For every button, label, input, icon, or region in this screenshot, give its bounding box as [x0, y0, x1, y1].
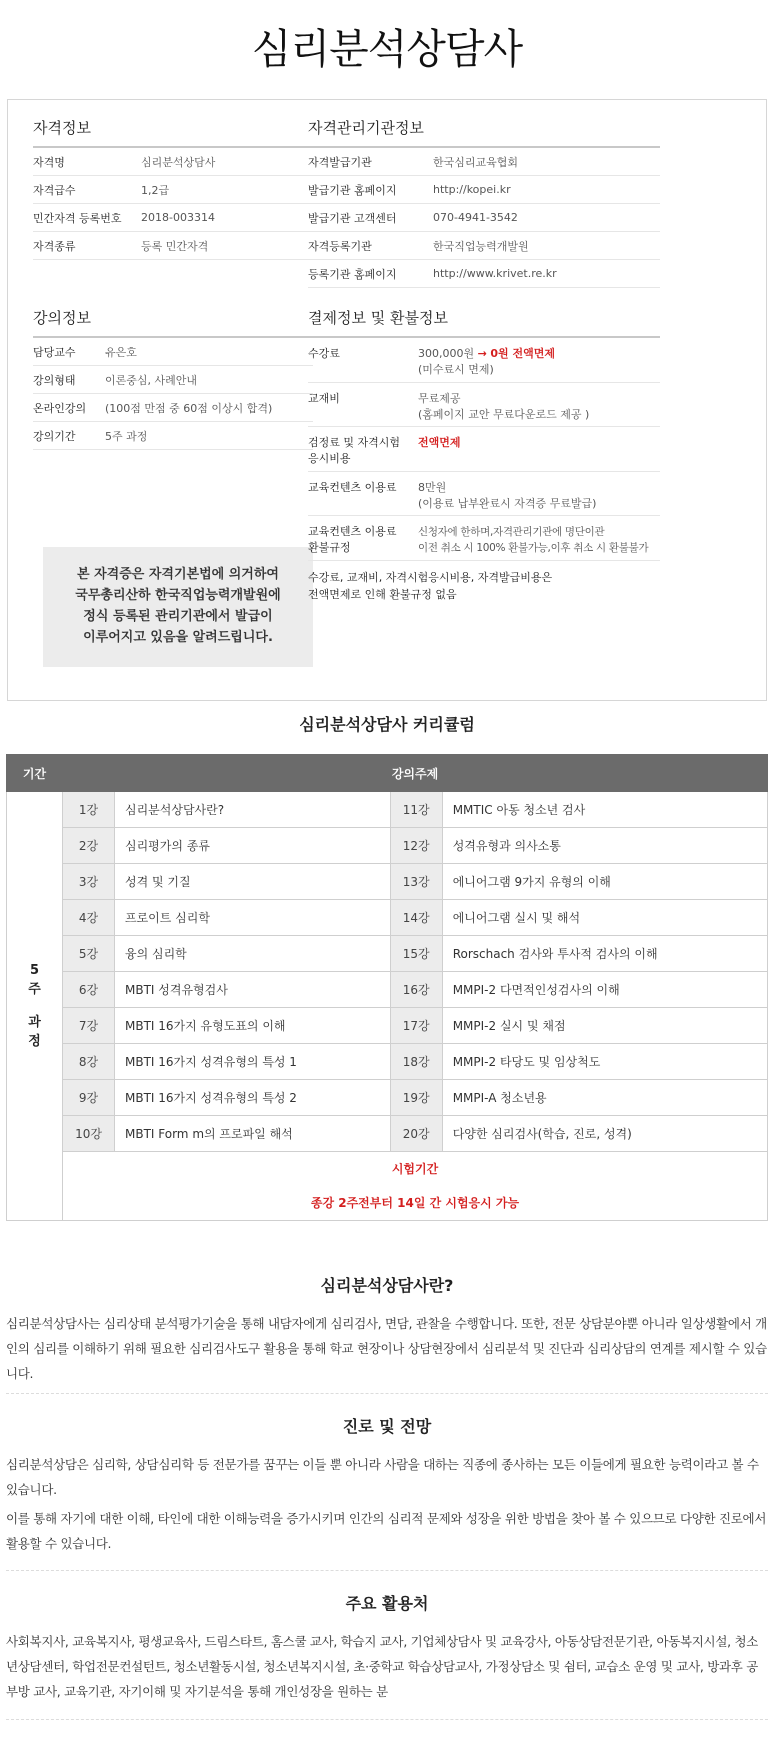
refund-row	[308, 516, 660, 561]
qual-info-row	[33, 176, 313, 204]
textbook-label: 교재비	[308, 392, 340, 405]
agency-info-title: 자격관리기관정보	[308, 117, 660, 148]
content-fee-row	[308, 472, 660, 516]
about-text: 심리분석상담사는 심리상태 분석평가기술을 통해 내담자에게 심리검사, 면담, 관찰을 수행합니다. 또한, 전문 상담분야뿐 아니라 일상생활에서 개인의 심리를 이해하기 위해 필요한 심리검사도구 활용을 통해 학교 현장이나 상담현장에서 심리분석 및 진단과 심리상담의 연계를 제시할 수 있습니다.	[6, 1316, 767, 1381]
lecture-topic: MBTI 16가지 성격유형의 특성 2	[115, 1080, 391, 1116]
fee-original: 300,000원	[418, 347, 475, 360]
content-fee-value: 8만원	[418, 481, 447, 494]
row-label: 발급기관 고객센터	[308, 211, 397, 225]
row-label: 강의형태	[33, 373, 76, 387]
career-text: 심리분석상담은 심리학, 상담심리학 등 전문가를 꿈꾸는 이들 뿐 아니라 사람을 대하는 직종에 종사하는 모든 이들에게 필요한 능력이라고 볼 수 있습니다.	[6, 1457, 759, 1497]
lecture-number: 4강	[63, 900, 115, 936]
career-text: 이를 통해 자기에 대한 이해, 타인에 대한 이해능력을 증가시키며 인간의 심리적 문제와 성장을 위한 방법을 찾아 볼 수 있으므로 다양한 진로에서 활용할 수 있습니다.	[6, 1511, 767, 1551]
payment-title: 결제정보 및 환불정보	[308, 307, 660, 338]
curriculum-table	[6, 754, 768, 1221]
content-fee-note: (이용료 납부완료시 자격증 무료발급)	[418, 497, 597, 510]
period-char: 주	[28, 982, 41, 997]
row-label: 자격종류	[33, 239, 76, 253]
lecture-number: 15강	[390, 936, 442, 972]
lecture-topic: 성격 및 기질	[115, 864, 391, 900]
arrow: →	[477, 347, 487, 360]
payment-section	[308, 307, 660, 603]
exam-text: 종강 2주전부터 14일 간 시험응시 가능	[310, 1196, 520, 1210]
lecture-topic: MMPI-A 청소년용	[442, 1080, 767, 1116]
agency-info-row	[308, 204, 660, 232]
period-char: 과	[28, 1015, 41, 1030]
fee-label: 수강료	[308, 347, 340, 360]
row-value: 5주 과정	[105, 429, 148, 443]
lecture-number: 12강	[390, 828, 442, 864]
qual-info-row	[33, 148, 313, 176]
row-value: 등록 민간자격	[141, 239, 209, 253]
lecture-number: 9강	[63, 1080, 115, 1116]
lecture-info-row	[33, 366, 313, 394]
row-value: (100점 만점 중 60점 이상시 합격)	[105, 401, 273, 415]
textbook-note: (홈페이지 교안 무료다운로드 제공 )	[418, 408, 590, 421]
row-value: 이론중심, 사례안내	[105, 373, 198, 387]
lecture-topic: 에니어그램 9가지 유형의 이해	[442, 864, 767, 900]
exam-row	[7, 1152, 768, 1221]
page-title: 심리분석상담사	[251, 25, 523, 73]
qual-info-row	[33, 204, 313, 232]
period-char: 정	[28, 1034, 41, 1049]
row-value: 유은호	[105, 345, 137, 359]
period-cell	[7, 792, 63, 1221]
lecture-number: 13강	[390, 864, 442, 900]
career-section	[6, 1414, 768, 1556]
notice-line: 정식 등록된 관리기관에서 발급이	[83, 609, 273, 624]
lecture-topic: 프로이트 심리학	[115, 900, 391, 936]
lecture-topic: 성격유형과 의사소통	[442, 828, 767, 864]
lecture-number: 5강	[63, 936, 115, 972]
content-fee-label: 교육컨텐츠 이용료	[308, 481, 397, 494]
exam-cell	[63, 1152, 768, 1221]
textbook-row	[308, 383, 660, 427]
lecture-number: 10강	[63, 1116, 115, 1152]
table-row	[7, 792, 768, 828]
table-row	[7, 1008, 768, 1044]
row-value: 심리분석상담사	[141, 155, 216, 169]
qual-info-title: 자격정보	[33, 117, 313, 148]
row-value: 1,2급	[141, 183, 170, 197]
table-row	[7, 972, 768, 1008]
period-char: 5	[29, 963, 40, 978]
notice-box	[43, 547, 313, 667]
col-topic: 강의주제	[63, 755, 768, 792]
lecture-number: 11강	[390, 792, 442, 828]
exam-fee-row	[308, 427, 660, 472]
table-row	[7, 900, 768, 936]
lecture-info-section	[33, 307, 313, 450]
about-title: 심리분석상담사란?	[320, 1276, 454, 1295]
qual-info-section	[33, 117, 313, 260]
lecture-topic: MBTI 성격유형검사	[115, 972, 391, 1008]
lecture-topic: 심리평가의 종류	[115, 828, 391, 864]
lecture-info-row	[33, 394, 313, 422]
refund-footer-line: 전액면제로 인해 환불규정 없음	[308, 588, 457, 601]
refund-text: 이전 취소 시 100% 환불가능,이후 취소 시 환불불가	[418, 542, 649, 554]
lecture-topic: 심리분석상담사란?	[115, 792, 391, 828]
lecture-number: 2강	[63, 828, 115, 864]
row-label: 등록기관 홈페이지	[308, 267, 397, 281]
fee-row	[308, 338, 660, 383]
lecture-topic: MMPI-2 다면적인성검사의 이해	[442, 972, 767, 1008]
exam-fee-label: 응시비용	[308, 452, 351, 465]
qual-info-row	[33, 232, 313, 260]
table-row	[7, 1044, 768, 1080]
row-value: 2018-003314	[141, 211, 215, 224]
table-row	[7, 864, 768, 900]
lecture-topic: Rorschach 검사와 투사적 검사의 이해	[442, 936, 767, 972]
lecture-info-row	[33, 422, 313, 450]
usage-title: 주요 활용처	[345, 1594, 429, 1613]
lecture-info-row	[33, 338, 313, 366]
lecture-number: 8강	[63, 1044, 115, 1080]
row-label: 자격등록기관	[308, 239, 372, 253]
agency-info-row	[308, 176, 660, 204]
exam-title: 시험기간	[391, 1162, 439, 1176]
career-title: 진로 및 전망	[342, 1417, 432, 1436]
lecture-number: 6강	[63, 972, 115, 1008]
lecture-number: 7강	[63, 1008, 115, 1044]
table-row	[7, 1116, 768, 1152]
lecture-number: 14강	[390, 900, 442, 936]
lecture-number: 17강	[390, 1008, 442, 1044]
row-label: 발급기관 홈페이지	[308, 183, 397, 197]
lecture-topic: 에니어그램 실시 및 해석	[442, 900, 767, 936]
row-label: 자격발급기관	[308, 155, 372, 169]
info-box	[7, 99, 767, 701]
lecture-topic: MMPI-2 타당도 및 임상척도	[442, 1044, 767, 1080]
agency-info-row	[308, 232, 660, 260]
col-period: 기간	[7, 755, 63, 792]
lecture-topic: 다양한 심리검사(학습, 진로, 성격)	[442, 1116, 767, 1152]
usage-text: 사회복지사, 교육복지사, 평생교육사, 드림스타트, 홈스쿨 교사, 학습지 교사, 기업체상담사 및 교육강사, 아동상담전문기관, 아동복지시설, 청소년상담센터, 학업전문컨설턴트, 청소년활동시설, 청소년복지시설, 초·중학교 학습상담교사, 가정상담소 및 쉼터, 교습소 운영 및 교사, 방과후 공부방 교사, 교육기관, 자기이해 및 자기분석을 통해 개인성장을 원하는 분	[6, 1634, 758, 1699]
textbook-value: 무료제공	[418, 392, 461, 405]
notice-line: 이루어지고 있음을 알려드립니다.	[83, 630, 273, 645]
table-row	[7, 936, 768, 972]
lecture-topic: MBTI 16가지 성격유형의 특성 1	[115, 1044, 391, 1080]
agency-info-row	[308, 260, 660, 288]
lecture-number: 1강	[63, 792, 115, 828]
row-label: 자격명	[33, 155, 65, 169]
lecture-topic: 융의 심리학	[115, 936, 391, 972]
agency-info-row	[308, 148, 660, 176]
refund-footer-line: 수강료, 교재비, 자격시험응시비용, 자격발급비용은	[308, 571, 553, 584]
lecture-number: 20강	[390, 1116, 442, 1152]
lecture-number: 3강	[63, 864, 115, 900]
row-label: 온라인강의	[33, 401, 87, 415]
refund-label: 교육컨텐츠 이용료	[308, 525, 397, 538]
refund-footer	[308, 561, 660, 603]
row-value: 한국직업능력개발원	[433, 239, 529, 253]
curriculum-title: 심리분석상담사 커리큘럼	[299, 715, 475, 734]
fee-note: (미수료시 면제)	[418, 363, 494, 376]
row-label: 강의기간	[33, 429, 76, 443]
table-row	[7, 828, 768, 864]
lecture-number: 16강	[390, 972, 442, 1008]
divider	[6, 1393, 768, 1394]
notice-line: 본 자격증은 자격기본법에 의거하여	[77, 567, 279, 582]
lecture-topic: MMTIC 아동 청소년 검사	[442, 792, 767, 828]
row-value: 한국심리교육협회	[433, 155, 519, 169]
lecture-topic: MBTI 16가지 유형도표의 이해	[115, 1008, 391, 1044]
fee-free: 0원 전액면제	[490, 347, 555, 360]
lecture-topic: MMPI-2 실시 및 채점	[442, 1008, 767, 1044]
table-row	[7, 1080, 768, 1116]
divider	[6, 1719, 768, 1720]
refund-text: 신청자에 한하며,자격관리기관에 명단이관	[418, 526, 605, 538]
agency-info-section	[308, 117, 660, 288]
exam-fee-value: 전액면제	[418, 436, 461, 449]
notice-line: 국무총리산하 한국직업능력개발원에	[75, 588, 281, 603]
about-section	[6, 1273, 768, 1386]
row-value: http://www.krivet.re.kr	[433, 267, 557, 280]
row-value: 070-4941-3542	[433, 211, 518, 224]
row-label: 담당교수	[33, 345, 76, 359]
row-label: 민간자격 등록번호	[33, 211, 122, 225]
divider	[6, 1570, 768, 1571]
exam-fee-label: 검정료 및 자격시험	[308, 436, 401, 449]
row-label: 자격급수	[33, 183, 76, 197]
row-value: http://kopei.kr	[433, 183, 511, 196]
usage-section	[6, 1591, 768, 1704]
lecture-topic: MBTI Form m의 프로파일 해석	[115, 1116, 391, 1152]
lecture-number: 18강	[390, 1044, 442, 1080]
lecture-number: 19강	[390, 1080, 442, 1116]
lecture-info-title: 강의정보	[33, 307, 313, 338]
refund-label: 환불규정	[308, 541, 351, 554]
